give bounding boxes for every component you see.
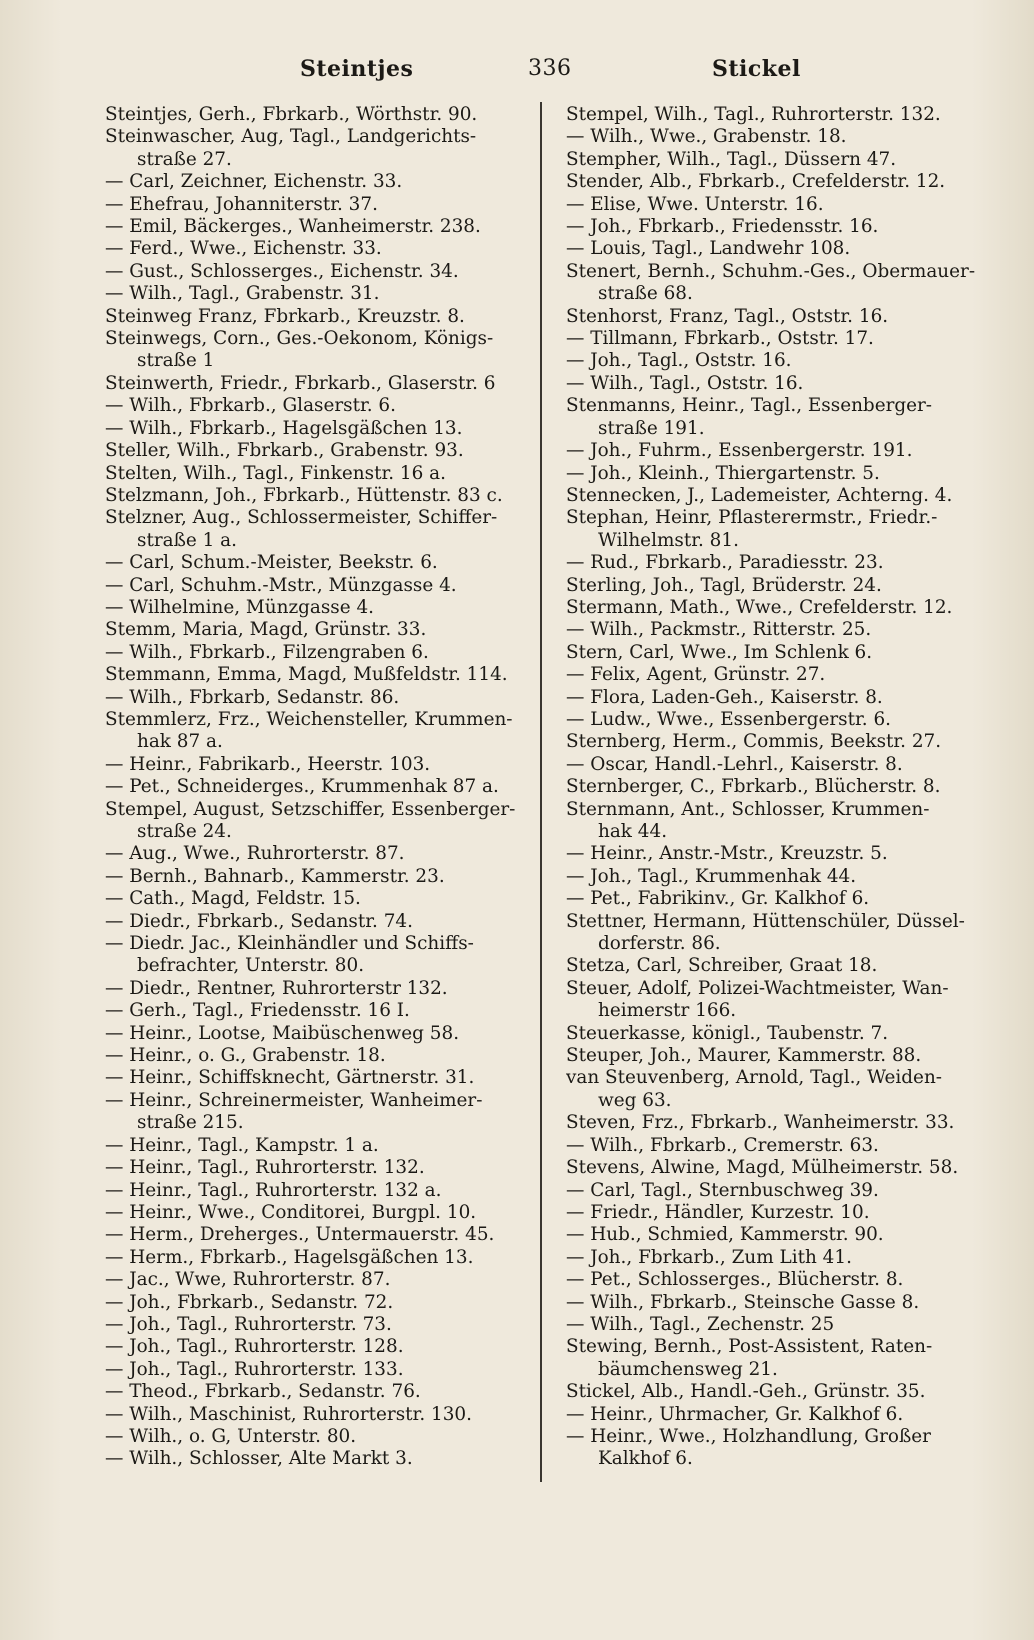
directory-entry: — Joh., Fuhrm., Essenbergerstr. 191. [566,440,913,462]
directory-entry: — Heinr., Wwe., Holzhandlung, Großer [566,1425,931,1447]
directory-entry: — Elise, Wwe. Unterstr. 16. [566,193,824,215]
directory-entry: — Heinr., Lootse, Maibüschenweg 58. [105,1022,460,1044]
directory-entry: — Wilh., Fbrkarb., Cremerstr. 63. [566,1134,879,1156]
directory-entry: — Joh., Fbrkarb., Friedensstr. 16. [566,216,879,238]
directory-entry: — Theod., Fbrkarb., Sedanstr. 76. [105,1381,421,1403]
directory-entry: Sternberg, Herm., Commis, Beekstr. 27. [566,731,942,753]
directory-entry: — Gerh., Tagl., Friedensstr. 16 I. [105,1000,410,1022]
directory-entry: — Pet., Schneiderges., Krummenhak 87 a. [105,776,499,798]
directory-entry: Stermann, Math., Wwe., Crefelderstr. 12. [566,596,953,618]
directory-entry: — Wilh., Fbrkarb., Filzengraben 6. [105,641,429,663]
directory-entry: — Heinr., Schreinermeister, Wanheimer- [105,1089,483,1111]
right-column [566,104,1002,1560]
directory-entry: — Heinr., Schiffsknecht, Gärtnerstr. 31. [105,1067,475,1089]
directory-entry: — Wilh., Fbrkarb, Sedanstr. 86. [105,686,400,708]
directory-entry: — Heinr., Tagl., Ruhrorterstr. 132 a. [105,1179,442,1201]
directory-entry: — Wilh., Tagl., Oststr. 16. [566,372,804,394]
directory-entry-continuation: Kalkhof 6. [598,1448,693,1470]
directory-entry: Stevens, Alwine, Magd, Mülheimerstr. 58. [566,1157,959,1179]
directory-entry: Steuper, Joh., Maurer, Kammerstr. 88. [566,1045,922,1067]
directory-entry-continuation: straße 27. [137,148,232,170]
directory-entry: Stetza, Carl, Schreiber, Graat 18. [566,955,878,977]
directory-entry: Stettner, Hermann, Hüttenschüler, Düssel- [566,910,965,932]
directory-entry: — Pet., Fabrikinv., Gr. Kalkhof 6. [566,888,870,910]
directory-entry: Steven, Frz., Fbrkarb., Wanheimerstr. 33. [566,1112,955,1134]
directory-entry: — Ehefrau, Johanniterstr. 37. [105,193,378,215]
directory-entry: — Heinr., Tagl., Ruhrorterstr. 132. [105,1157,425,1179]
directory-entry: — Wilh., Maschinist, Ruhrorterstr. 130. [105,1403,472,1425]
directory-entry: Stenert, Bernh., Schuhm.-Ges., Obermauer- [566,260,976,282]
directory-entry-continuation: bäumchensweg 21. [598,1358,778,1380]
directory-entry: — Heinr., Wwe., Conditorei, Burgpl. 10. [105,1201,477,1223]
directory-entry: Steinwerth, Friedr., Fbrkarb., Glaserstr. 6 [105,372,496,394]
directory-entry: — Pet., Schlosserges., Blücherstr. 8. [566,1269,904,1291]
directory-entry: — Bernh., Bahnarb., Kammerstr. 23. [105,865,445,887]
directory-entry: — Oscar, Handl.-Lehrl., Kaiserstr. 8. [566,753,903,775]
directory-entry: — Herm., Fbrkarb., Hagelsgäßchen 13. [105,1246,474,1268]
directory-entry: — Wilhelmine, Münzgasse 4. [105,596,375,618]
page-number: 336 [528,56,572,81]
directory-entry: van Steuvenberg, Arnold, Tagl., Weiden- [566,1067,943,1089]
directory-entry: Steuerkasse, königl., Taubenstr. 7. [566,1022,889,1044]
directory-entry: — Gust., Schlosserges., Eichenstr. 34. [105,260,459,282]
directory-entry: — Tillmann, Fbrkarb., Oststr. 17. [566,328,874,350]
directory-entry: — Hub., Schmied, Kammerstr. 90. [566,1224,884,1246]
directory-entry: Stern, Carl, Wwe., Im Schlenk 6. [566,641,873,663]
directory-entry: — Wilh., Wwe., Grabenstr. 18. [566,126,847,148]
directory-entry: — Joh., Fbrkarb., Sedanstr. 72. [105,1291,394,1313]
directory-entry: — Wilh., Tagl., Grabenstr. 31. [105,283,380,305]
directory-entry: — Joh., Tagl., Oststr. 16. [566,350,792,372]
directory-entry: Stempher, Wilh., Tagl., Düssern 47. [566,148,897,170]
directory-entry: Steller, Wilh., Fbrkarb., Grabenstr. 93. [105,440,464,462]
directory-entry-continuation: heimerstr 166. [598,1000,737,1022]
directory-entry: — Joh., Tagl., Ruhrorterstr. 128. [105,1336,404,1358]
directory-entry-continuation: weg 63. [598,1089,672,1111]
directory-entry: — Carl, Tagl., Sternbuschweg 39. [566,1179,879,1201]
directory-entry: — Jac., Wwe, Ruhrorterstr. 87. [105,1269,391,1291]
directory-entry-continuation: hak 87 a. [137,731,223,753]
directory-entry: — Diedr., Fbrkarb., Sedanstr. 74. [105,910,413,932]
directory-entry: — Louis, Tagl., Landwehr 108. [566,238,851,260]
directory-entry: Steinweg Franz, Fbrkarb., Kreuzstr. 8. [105,305,465,327]
directory-entry: — Joh., Tagl., Ruhrorterstr. 133. [105,1358,404,1380]
directory-entry: — Heinr., Tagl., Kampstr. 1 a. [105,1134,379,1156]
directory-entry-continuation: befrachter, Unterstr. 80. [137,955,365,977]
directory-entry-continuation: straße 68. [598,283,693,305]
directory-entry-continuation: dorferstr. 86. [598,933,721,955]
directory-entry: Stelzner, Aug., Schlossermeister, Schiffer- [105,507,498,529]
directory-entry: — Cath., Magd, Feldstr. 15. [105,888,361,910]
directory-entry: — Felix, Agent, Grünstr. 27. [566,664,826,686]
directory-entry: Sternmann, Ant., Schlosser, Krummen- [566,798,930,820]
directory-entry-continuation: hak 44. [598,821,668,842]
directory-entry: — Rud., Fbrkarb., Paradiesstr. 23. [566,552,884,574]
directory-entry: Stenmanns, Heinr., Tagl., Essenberger- [566,395,933,417]
header-last-name: Stickel [712,56,801,82]
directory-entry: — Friedr., Händler, Kurzestr. 10. [566,1201,870,1223]
directory-entry: — Carl, Schuhm.-Mstr., Münzgasse 4. [105,574,457,596]
directory-entry: — Wilh., Packmstr., Ritterstr. 25. [566,619,872,641]
directory-entry: Stemmann, Emma, Magd, Mußfeldstr. 114. [105,664,508,686]
directory-entry: — Wilh., Fbrkarb., Steinsche Gasse 8. [566,1291,920,1313]
directory-entry: Sterling, Joh., Tagl, Brüderstr. 24. [566,574,882,596]
header-first-name: Steintjes [300,56,414,82]
directory-entry: — Emil, Bäckerges., Wanheimerstr. 238. [105,216,481,238]
directory-entry-continuation: straße 24. [137,821,232,842]
directory-entry: — Wilh., o. G, Unterstr. 80. [105,1425,357,1447]
directory-entry-continuation: straße 1 [137,350,215,372]
directory-entry: — Diedr., Rentner, Ruhrorterstr 132. [105,977,448,999]
directory-entry: Stephan, Heinr, Pflasterermstr., Friedr.- [566,507,938,529]
left-column [105,104,537,1560]
directory-entry: Stewing, Bernh., Post-Assistent, Raten- [566,1336,933,1358]
directory-entry: — Heinr., Anstr.-Mstr., Kreuzstr. 5. [566,843,888,865]
directory-entry: Stennecken, J., Lademeister, Achterng. 4. [566,484,953,506]
directory-entry-continuation: Wilhelmstr. 81. [598,529,739,551]
directory-entry: — Joh., Kleinh., Thiergartenstr. 5. [566,462,880,484]
directory-entry: Stempel, August, Setzschiffer, Essenberger- [105,798,516,820]
directory-entry: — Ferd., Wwe., Eichenstr. 33. [105,238,382,260]
directory-entry-continuation: straße 191. [598,417,705,439]
directory-entry: Stemm, Maria, Magd, Grünstr. 33. [105,619,427,641]
directory-entry: — Wilh., Schlosser, Alte Markt 3. [105,1448,413,1470]
directory-entry: — Wilh., Fbrkarb., Glaserstr. 6. [105,395,396,417]
directory-entry: Stemmlerz, Frz., Weichensteller, Krummen- [105,708,513,730]
directory-entry: — Heinr., Fabrikarb., Heerstr. 103. [105,753,431,775]
directory-entry: Stelten, Wilh., Tagl., Finkenstr. 16 a. [105,462,446,484]
directory-entry: — Joh., Fbrkarb., Zum Lith 41. [566,1246,852,1268]
directory-entry: — Heinr., Uhrmacher, Gr. Kalkhof 6. [566,1403,904,1425]
directory-entry: Stenhorst, Franz, Tagl., Oststr. 16. [566,305,889,327]
directory-entry: — Heinr., o. G., Grabenstr. 18. [105,1045,386,1067]
page-header [0,56,1034,90]
directory-entry: Steinwascher, Aug, Tagl., Landgerichts- [105,126,477,148]
directory-entry: Steuer, Adolf, Polizei-Wachtmeister, Wan- [566,977,949,999]
column-divider [540,102,542,1482]
directory-entry: Sternberger, C., Fbrkarb., Blücherstr. 8. [566,776,941,798]
directory-entry: — Flora, Laden-Geh., Kaiserstr. 8. [566,686,883,708]
directory-entry: — Herm., Dreherges., Untermauerstr. 45. [105,1224,495,1246]
directory-entry-continuation: straße 1 a. [137,529,237,551]
directory-entry-continuation: straße 215. [137,1112,244,1134]
directory-entry: Stempel, Wilh., Tagl., Ruhrorterstr. 132. [566,104,941,125]
directory-entry: — Ludw., Wwe., Essenbergerstr. 6. [566,708,891,730]
directory-entry: Stickel, Alb., Handl.-Geh., Grünstr. 35. [566,1381,926,1403]
directory-entry: Stelzmann, Joh., Fbrkarb., Hüttenstr. 83 c. [105,484,503,506]
directory-entry: — Joh., Tagl., Krummenhak 44. [566,865,857,887]
directory-entry: — Carl, Zeichner, Eichenstr. 33. [105,171,403,193]
directory-entry: — Carl, Schum.-Meister, Beekstr. 6. [105,552,438,574]
directory-entry: — Wilh., Tagl., Zechenstr. 25 [566,1313,835,1335]
directory-entry: Steintjes, Gerh., Fbrkarb., Wörthstr. 90. [105,104,478,125]
directory-entry: — Diedr. Jac., Kleinhändler und Schiffs- [105,933,474,955]
directory-entry: — Wilh., Fbrkarb., Hagelsgäßchen 13. [105,417,463,439]
directory-entry: — Aug., Wwe., Ruhrorterstr. 87. [105,843,405,865]
directory-entry: Stender, Alb., Fbrkarb., Crefelderstr. 12. [566,171,946,193]
directory-entry: Steinwegs, Corn., Ges.-Oekonom, Königs- [105,328,494,350]
directory-entry: — Joh., Tagl., Ruhrorterstr. 73. [105,1313,392,1335]
